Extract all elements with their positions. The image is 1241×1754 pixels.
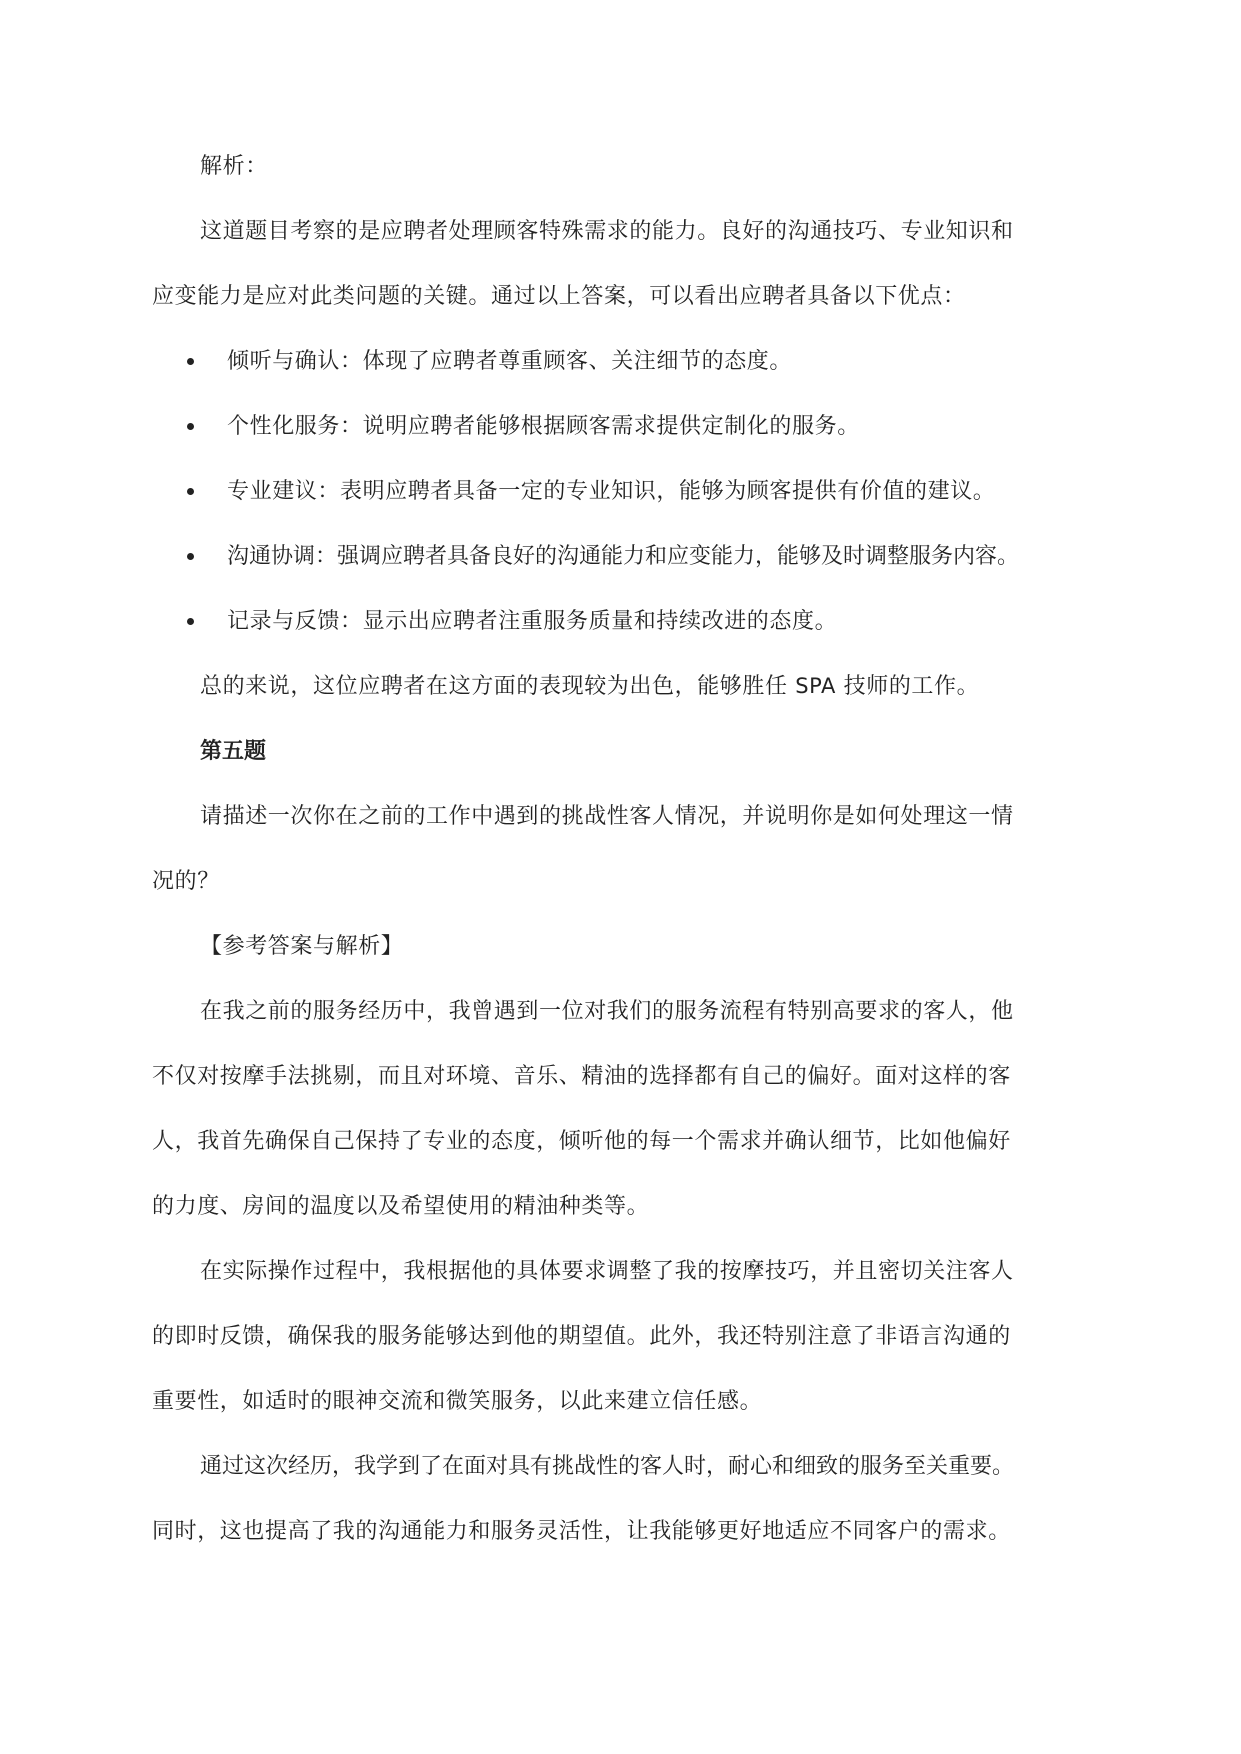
answer-paragraph-1-line-3: 人，我首先确保自己保持了专业的态度，倾听他的每一个需求并确认细节，比如他偏好 bbox=[152, 1129, 1011, 1154]
answer-paragraph-1-line-2: 不仅对按摩手法挑剔，而且对环境、音乐、精油的选择都有自己的偏好。面对这样的客 bbox=[152, 1064, 1011, 1089]
analysis-label: 解析： bbox=[200, 154, 268, 179]
analysis-paragraph-line-2: 应变能力是应对此类问题的关键。通过以上答案，可以看出应聘者具备以下优点： bbox=[152, 284, 966, 309]
list-item bbox=[152, 589, 1102, 654]
bullet-dot-icon bbox=[187, 358, 194, 365]
answer-paragraph-3-line-1: 通过这次经历，我学到了在面对具有挑战性的客人时，耐心和细致的服务至关重要。 bbox=[200, 1454, 1015, 1479]
answer-paragraph-2-line-1: 在实际操作过程中，我根据他的具体要求调整了我的按摩技巧，并且密切关注客人 bbox=[200, 1259, 1014, 1284]
answer-paragraph-1-line-4: 的力度、房间的温度以及希望使用的精油种类等。 bbox=[152, 1194, 650, 1219]
answer-paragraph-3-line-2: 同时，这也提高了我的沟通能力和服务灵活性，让我能够更好地适应不同客户的需求。 bbox=[152, 1519, 1011, 1544]
answer-paragraph-1-line-1: 在我之前的服务经历中，我曾遇到一位对我们的服务流程有特别高要求的客人，他 bbox=[200, 999, 1014, 1024]
bullet-dot-icon bbox=[187, 618, 194, 625]
bullet-text: 专业建议：表明应聘者具备一定的专业知识，能够为顾客提供有价值的建议。 bbox=[227, 479, 996, 504]
list-item bbox=[152, 524, 1102, 589]
list-item bbox=[152, 329, 1102, 394]
bullet-dot-icon bbox=[187, 423, 194, 430]
answer-paragraph-2-line-2: 的即时反馈，确保我的服务能够达到他的期望值。此外，我还特别注意了非语言沟通的 bbox=[152, 1324, 1011, 1349]
bullet-dot-icon bbox=[187, 553, 194, 560]
bullet-text: 记录与反馈：显示出应聘者注重服务质量和持续改进的态度。 bbox=[227, 609, 838, 634]
bullet-text: 个性化服务：说明应聘者能够根据顾客需求提供定制化的服务。 bbox=[227, 414, 860, 439]
list-item bbox=[152, 459, 1102, 524]
summary-text-after: 技师的工作。 bbox=[836, 674, 980, 699]
question-line-2: 况的？ bbox=[152, 869, 220, 894]
answer-label: 【参考答案与解析】 bbox=[200, 934, 404, 959]
bullet-text: 倾听与确认：体现了应聘者尊重顾客、关注细节的态度。 bbox=[227, 349, 793, 374]
summary-text-spa: SPA bbox=[795, 674, 837, 698]
analysis-bullet-list bbox=[152, 329, 1102, 654]
question-heading: 第五题 bbox=[200, 739, 267, 764]
list-item bbox=[152, 394, 1102, 459]
analysis-paragraph-line-1: 这道题目考察的是应聘者处理顾客特殊需求的能力。良好的沟通技巧、专业知识和 bbox=[200, 219, 1014, 244]
document-content bbox=[152, 134, 1102, 1564]
question-line-1: 请描述一次你在之前的工作中遇到的挑战性客人情况，并说明你是如何处理这一情 bbox=[200, 804, 1014, 829]
bullet-dot-icon bbox=[187, 488, 194, 495]
summary-text-before: 总的来说，这位应聘者在这方面的表现较为出色，能够胜任 bbox=[200, 674, 796, 699]
bullet-text: 沟通协调：强调应聘者具备良好的沟通能力和应变能力，能够及时调整服务内容。 bbox=[227, 544, 1020, 569]
analysis-summary bbox=[152, 654, 1102, 719]
answer-paragraph-2-line-3: 重要性，如适时的眼神交流和微笑服务，以此来建立信任感。 bbox=[152, 1389, 763, 1414]
